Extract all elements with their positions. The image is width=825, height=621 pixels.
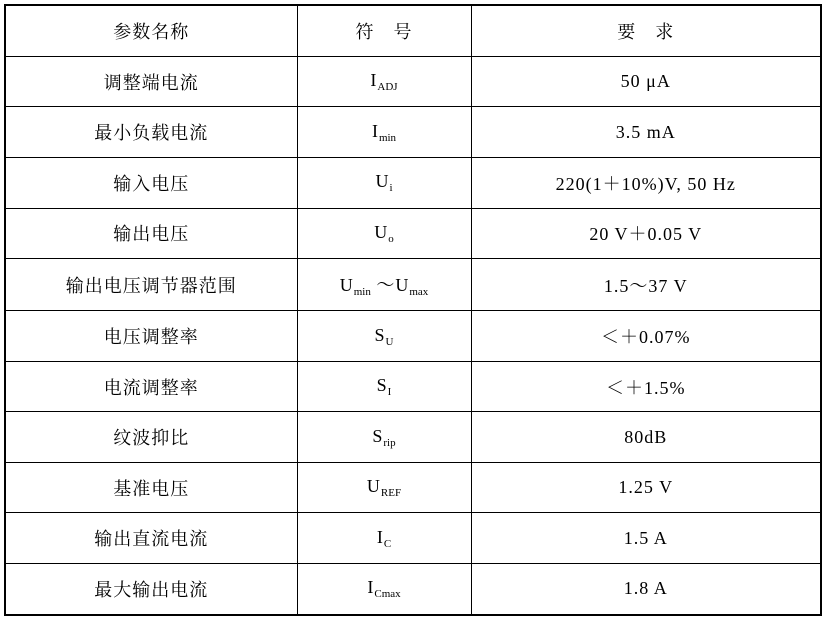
table-row [5, 157, 821, 208]
symbol-subscript: I [387, 386, 392, 399]
param-name: 电压调整率 [5, 311, 297, 362]
symbol-range-separator: ～U [370, 275, 410, 296]
param-value: 20 V＋0.05 V [471, 208, 821, 259]
param-symbol [297, 56, 471, 107]
symbol-subscript: i [389, 182, 393, 195]
table-header-row [5, 5, 821, 56]
param-symbol [297, 107, 471, 158]
param-value: 220(1＋10%)V, 50 Hz [471, 157, 821, 208]
param-name: 输出直流电流 [5, 513, 297, 564]
symbol-main: U [339, 275, 354, 296]
table-row [5, 563, 821, 615]
param-symbol [297, 412, 471, 463]
header-param-name: 参数名称 [5, 5, 297, 56]
symbol-subscript: ADJ [377, 81, 398, 94]
param-name: 最大输出电流 [5, 563, 297, 615]
param-symbol [297, 311, 471, 362]
symbol-main: I [370, 70, 378, 91]
table-row [5, 361, 821, 412]
table-row [5, 311, 821, 362]
symbol-subscript: Cmax [374, 588, 401, 601]
param-value: 1.25 V [471, 462, 821, 513]
param-value: 3.5 mA [471, 107, 821, 158]
table-row [5, 412, 821, 463]
parameter-table [4, 4, 822, 616]
param-name: 纹波抑比 [5, 412, 297, 463]
symbol-subscript: REF [380, 487, 402, 500]
header-symbol: 符 号 [297, 5, 471, 56]
symbol-main: S [376, 375, 388, 396]
param-value: ＜＋0.07% [471, 311, 821, 362]
symbol-subscript: C [383, 537, 392, 550]
table-row [5, 208, 821, 259]
param-value: 1.5～37 V [471, 259, 821, 311]
param-symbol [297, 462, 471, 513]
symbol-main: I [371, 120, 379, 141]
table-row [5, 107, 821, 158]
param-value: 80dB [471, 412, 821, 463]
param-name: 基准电压 [5, 462, 297, 513]
param-value: ＜＋1.5% [471, 361, 821, 412]
param-name: 输入电压 [5, 157, 297, 208]
symbol-main: S [374, 324, 386, 345]
param-symbol [297, 513, 471, 564]
param-name: 输出电压 [5, 208, 297, 259]
table-row [5, 56, 821, 107]
table-row [5, 513, 821, 564]
symbol-main: S [372, 425, 384, 446]
param-value: 1.8 A [471, 563, 821, 615]
param-name: 电流调整率 [5, 361, 297, 412]
param-value: 50 μA [471, 56, 821, 107]
table-row [5, 462, 821, 513]
param-value: 1.5 A [471, 513, 821, 564]
table-row [5, 259, 821, 311]
symbol-subscript: rip [383, 436, 396, 449]
param-name: 最小负载电流 [5, 107, 297, 158]
symbol-subscript: min [378, 131, 397, 144]
symbol-main: I [376, 526, 384, 547]
header-requirement: 要 求 [471, 5, 821, 56]
symbol-subscript-max: max [409, 286, 429, 299]
param-symbol [297, 361, 471, 412]
symbol-subscript: min [353, 286, 371, 299]
param-name: 调整端电流 [5, 56, 297, 107]
symbol-subscript: o [388, 232, 394, 245]
param-symbol [297, 563, 471, 615]
param-symbol [297, 208, 471, 259]
symbol-main: U [366, 476, 381, 497]
symbol-main: I [367, 577, 375, 598]
param-name: 输出电压调节器范围 [5, 259, 297, 311]
symbol-subscript: U [385, 335, 394, 348]
symbol-main: U [375, 171, 390, 192]
param-symbol [297, 259, 471, 311]
symbol-main: U [374, 221, 389, 242]
param-symbol [297, 157, 471, 208]
